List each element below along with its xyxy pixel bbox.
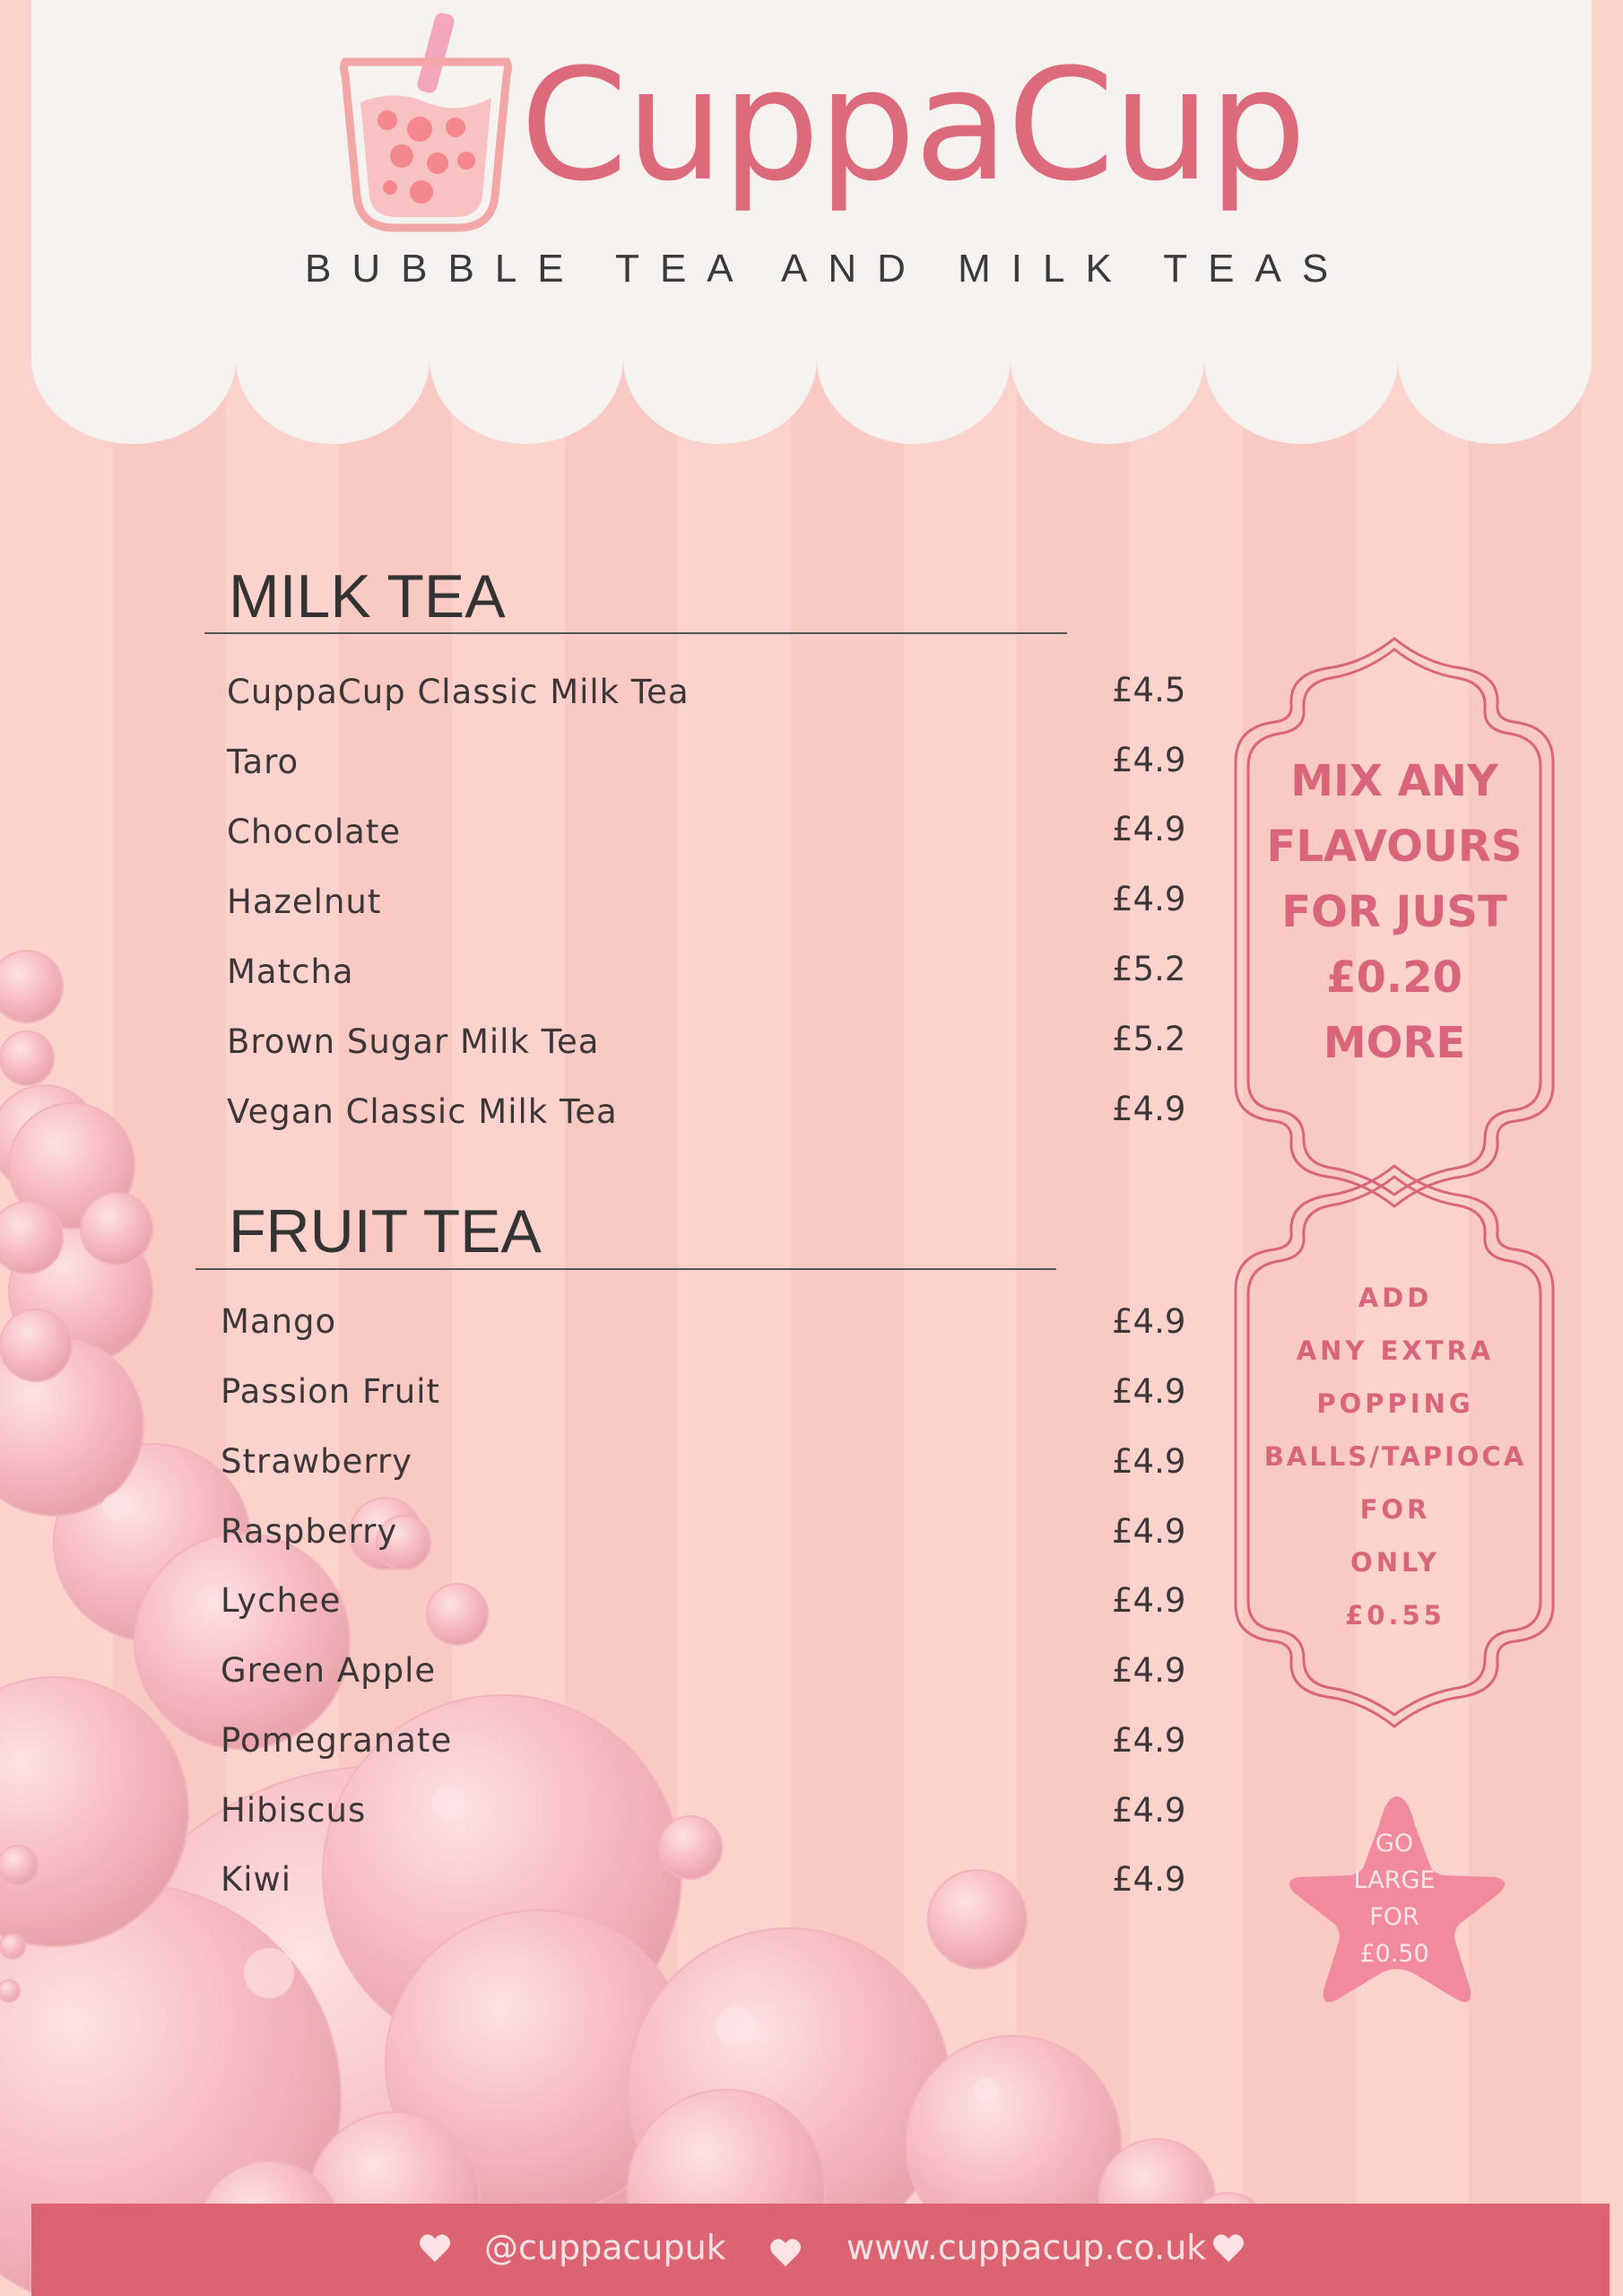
social-handle[interactable]: @cuppacupuk <box>484 2228 726 2267</box>
promo-mix-flavours <box>1228 749 1560 1076</box>
fruit-tea-rule <box>195 1268 1056 1270</box>
item-name: Green Apple <box>221 1651 437 1690</box>
item-name: Mango <box>221 1302 337 1341</box>
item-price: £4.9 <box>1112 741 1186 779</box>
promo-line: LARGE <box>1353 1866 1436 1894</box>
item-price: £4.9 <box>1112 1372 1186 1411</box>
item-price: £4.9 <box>1112 1090 1186 1128</box>
item-price: £5.2 <box>1112 950 1186 988</box>
promo-line: £0.55 <box>1345 1600 1445 1631</box>
promo-line: MIX ANY <box>1290 756 1498 806</box>
promo-line: ONLY <box>1350 1547 1440 1578</box>
item-name: Chocolate <box>227 813 402 851</box>
promo-line: FOR <box>1369 1903 1419 1931</box>
item-price: £5.2 <box>1112 1020 1186 1058</box>
item-name: Lychee <box>221 1581 342 1620</box>
fruit-tea-title: FRUIT TEA <box>229 1197 542 1265</box>
promo-line: £0.20 <box>1326 952 1462 1003</box>
promo-line: GO <box>1375 1830 1414 1857</box>
item-name: Hibiscus <box>221 1791 367 1830</box>
item-price: £4.9 <box>1112 1512 1186 1551</box>
heart-icon <box>419 2233 451 2264</box>
item-name: Vegan Classic Milk Tea <box>227 1092 618 1131</box>
item-name: £4.9 <box>1112 1860 1186 1899</box>
promo-line: FOR <box>1359 1494 1431 1525</box>
item-name: Kiwi <box>221 1860 292 1899</box>
promo-line: MORE <box>1323 1018 1466 1068</box>
footer-bar <box>31 2204 1610 2296</box>
promo-line: POPPING <box>1316 1388 1474 1419</box>
promo-line: FOR JUST <box>1281 887 1507 937</box>
brand-tagline: BUBBLE TEA AND MILK TEAS <box>305 247 1350 291</box>
promo-line: FLAVOURS <box>1266 822 1523 872</box>
brand-name: CuppaCup <box>520 35 1306 215</box>
item-name: Raspberry <box>221 1512 398 1551</box>
item-price: £4.9 <box>1112 880 1186 918</box>
promo-line: ADD <box>1358 1283 1433 1313</box>
heart-icon <box>769 2238 802 2268</box>
item-price: £4.9 <box>1112 1302 1186 1341</box>
item-name: Brown Sugar Milk Tea <box>227 1022 600 1061</box>
item-price: £4.9 <box>1112 1721 1186 1760</box>
promo-line: ANY EXTRA <box>1296 1335 1495 1366</box>
item-name: Hazelnut <box>227 883 382 921</box>
scalloped-awning <box>31 345 1592 444</box>
bubble-tea-cup-icon <box>332 13 520 237</box>
item-price: £4.5 <box>1112 671 1186 709</box>
item-name: Passion Fruit <box>221 1372 441 1411</box>
milk-tea-title: MILK TEA <box>229 562 506 631</box>
promo-extras <box>1243 1272 1548 1642</box>
item-name: Matcha <box>227 952 354 991</box>
milk-tea-rule <box>204 632 1067 634</box>
promo-go-large <box>1318 1825 1471 1972</box>
item-name: CuppaCup Classic Milk Tea <box>227 673 690 711</box>
promo-line: £0.50 <box>1359 1940 1429 1968</box>
item-price: £4.9 <box>1112 1651 1186 1690</box>
item-name: Pomegranate <box>221 1721 453 1760</box>
item-name: Strawberry <box>221 1442 413 1481</box>
item-price: £4.9 <box>1112 1581 1186 1620</box>
item-price: £4.9 <box>1112 1442 1186 1481</box>
item-price: £4.9 <box>1112 1791 1186 1830</box>
promo-line: BALLS/TAPIOCA <box>1263 1441 1527 1472</box>
heart-icon <box>1212 2233 1245 2264</box>
item-price: £4.9 <box>1112 810 1186 848</box>
website-link[interactable]: www.cuppacup.co.uk <box>846 2228 1207 2267</box>
item-name: Taro <box>227 743 299 781</box>
